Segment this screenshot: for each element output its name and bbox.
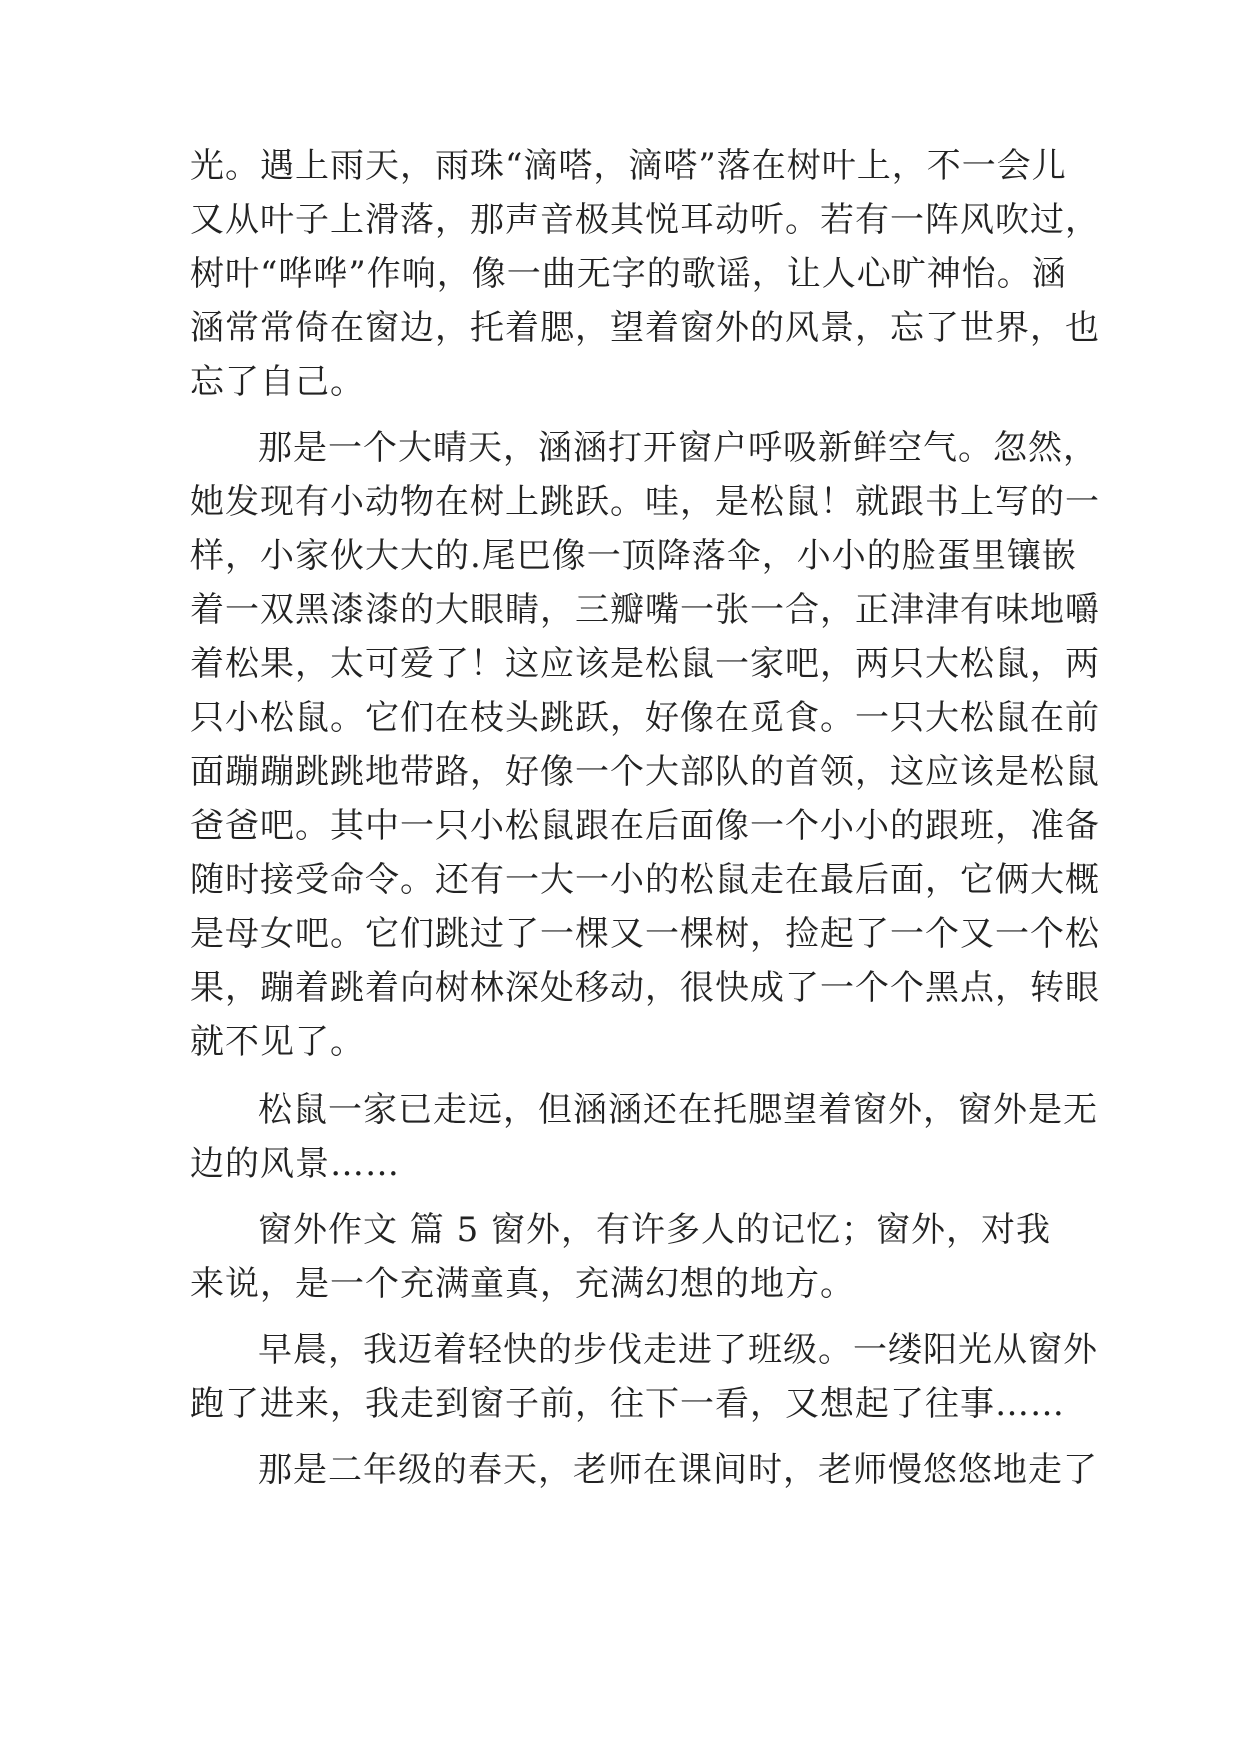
text-line: 边的风景…… [190, 1144, 400, 1184]
text-line: 是母女吧。它们跳过了一棵又一棵树，捡起了一个又一个松 [190, 914, 1100, 954]
paragraph-start-line: 早晨，我迈着轻快的步伐走进了班级。一缕阳光从窗外 [258, 1330, 1098, 1370]
text-line: 只小松鼠。它们在枝头跳跃，好像在觅食。一只大松鼠在前 [190, 698, 1100, 738]
text-line: 涵常常倚在窗边，托着腮，望着窗外的风景，忘了世界，也 [190, 308, 1100, 348]
text-line: 光。遇上雨天，雨珠“滴嗒，滴嗒”落在树叶上，不一会儿 [190, 146, 1067, 186]
text-line: 又从叶子上滑落，那声音极其悦耳动听。若有一阵风吹过， [190, 200, 1100, 240]
text-line: 果，蹦着跳着向树林深处移动，很快成了一个个黑点，转眼 [190, 968, 1100, 1008]
text-line: 她发现有小动物在树上跳跃。哇，是松鼠！就跟书上写的一 [190, 482, 1100, 522]
text-line: 面蹦蹦跳跳地带路，好像一个大部队的首领，这应该是松鼠 [190, 752, 1100, 792]
paragraph-start-line: 那是二年级的春天，老师在课间时，老师慢悠悠地走了 [258, 1450, 1098, 1490]
text-line: 来说，是一个充满童真，充满幻想的地方。 [190, 1264, 855, 1304]
text-line: 忘了自己。 [190, 362, 365, 402]
text-line: 样，小家伙大大的.尾巴像一顶降落伞，小小的脸蛋里镶嵌 [190, 536, 1077, 576]
text-line: 爸爸吧。其中一只小松鼠跟在后面像一个小小的跟班，准备 [190, 806, 1100, 846]
text-line: 跑了进来，我走到窗子前，往下一看，又想起了往事…… [190, 1384, 1065, 1424]
text-line: 着一双黑漆漆的大眼睛，三瓣嘴一张一合，正津津有味地嚼 [190, 590, 1100, 630]
text-line: 树叶“哗哗”作响，像一曲无字的歌谣，让人心旷神怡。涵 [190, 254, 1067, 294]
text-line: 随时接受命令。还有一大一小的松鼠走在最后面，它俩大概 [190, 860, 1100, 900]
article-heading-line: 窗外作文 篇 5 窗外，有许多人的记忆；窗外，对我 [258, 1210, 1052, 1250]
text-line: 着松果，太可爱了！这应该是松鼠一家吧，两只大松鼠，两 [190, 644, 1100, 684]
paragraph-start-line: 那是一个大晴天，涵涵打开窗户呼吸新鲜空气。忽然， [258, 428, 1098, 468]
paragraph-start-line: 松鼠一家已走远，但涵涵还在托腮望着窗外，窗外是无 [258, 1090, 1098, 1130]
text-line: 就不见了。 [190, 1022, 365, 1062]
